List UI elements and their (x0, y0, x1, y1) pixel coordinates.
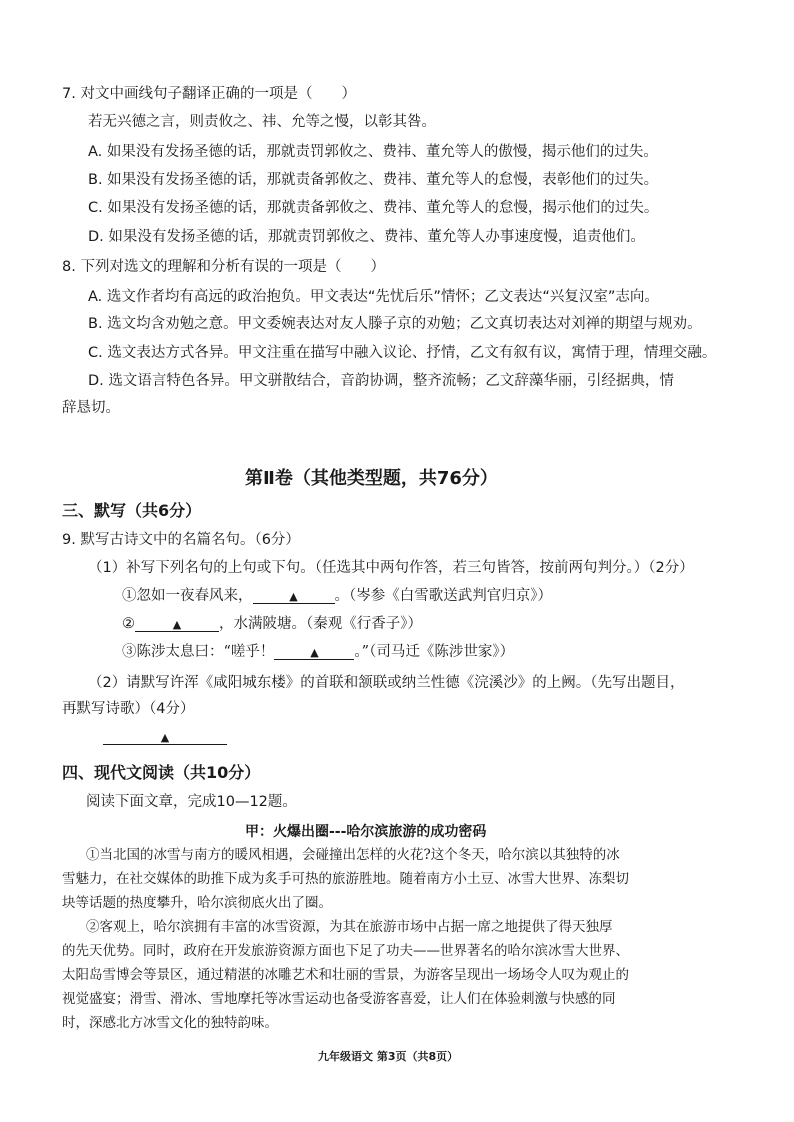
article-p1-line2: 雪魅力，在社交媒体的助推下成为炙手可热的旅游胜地。随着南方小土豆、冰雪大世界、冻梨切 (62, 871, 629, 887)
blank-marker-icon: ▲ (160, 731, 170, 744)
q7-quote: 若无兴德之言，则责攸之、祎、允等之慢，以彰其咎。 (88, 114, 436, 130)
q8-option-a: A. 选文作者均有高远的政治抱负。甲文表达“先忧后乐”情怀；乙文表达“兴复汉室”志向。 (88, 289, 659, 305)
section4-title: 四、现代文阅读（共10分） (62, 763, 261, 782)
q9-item3-answer-blank[interactable] (274, 645, 354, 660)
q7-option-b: B. 如果没有发扬圣德的话，那就责备郭攸之、费祎、董允等人的怠慢，表彰他们的过失。 (88, 172, 659, 188)
q9-item2-prefix: ② (122, 616, 135, 632)
q9-item1-suffix: 。（岑参《白雪歌送武判官归京》） (334, 588, 552, 604)
q7-option-d: D. 如果没有发扬圣德的话，那就责罚郭攸之、费祎、董允等人办事速度慢，追责他们。 (88, 229, 645, 245)
q8-option-b: B. 选文均含劝勉之意。甲文委婉表达对友人滕子京的劝勉；乙文真切表达对刘禅的期望与规劝。 (88, 316, 702, 332)
q8-stem: 8. 下列对选文的理解和分析有误的一项是（ ） (62, 259, 385, 275)
q8-option-c: C. 选文表达方式各异。甲文注重在描写中融入议论、抒情，乙文有叙有议，寓情于理，情理交融。 (88, 345, 717, 361)
q9-item1 (122, 586, 552, 606)
blank-marker-icon: ▲ (172, 618, 182, 631)
article-p2-line3: 太阳岛雪博会等景区，通过精湛的冰雕艺术和壮丽的雪景，为游客呈现出一场场令人叹为观止的 (62, 967, 629, 983)
q9-stem: 9. 默写古诗文中的名篇名句。（6分） (62, 532, 300, 548)
article-p1-line1: ①当北国的冰雪与南方的暖风相遇，会碰撞出怎样的火花?这个冬天，哈尔滨以其独特的冰 (86, 847, 620, 863)
q8-option-d-continued: 辞恳切。 (62, 400, 120, 416)
article-p2-line1: ②客观上，哈尔滨拥有丰富的冰雪资源，为其在旅游市场中占据一席之地提供了得天独厚 (86, 919, 613, 935)
blank-marker-icon: ▲ (310, 646, 319, 659)
q7-option-c: C. 如果没有发扬圣德的话，那就责备郭攸之、费祎、董允等人的怠慢，揭示他们的过失。 (88, 200, 659, 216)
q9-item3 (122, 642, 514, 662)
q7-option-a: A. 如果没有发扬圣德的话，那就责罚郭攸之、费祎、董允等人的傲慢，揭示他们的过失。 (88, 144, 658, 160)
part2-title: 第Ⅱ卷（其他类型题，共76分） (245, 468, 498, 489)
article-p1-line3: 块等话题的热度攀升，哈尔滨彻底火出了圈。 (62, 895, 332, 911)
article-p2-line4: 视觉盛宴；滑雪、滑冰、雪地摩托等冰雪运动也备受游客喜爱，让人们在体验刺激与快感的同 (62, 991, 616, 1007)
article-p2-line5: 时，深感北方冰雪文化的独特韵味。 (62, 1015, 278, 1031)
q9-item1-answer-blank[interactable] (253, 589, 335, 604)
blank-marker-icon: ▲ (289, 590, 298, 603)
q9-sub2-answer (103, 727, 227, 747)
q9-item2-answer-blank[interactable] (135, 617, 219, 632)
page-footer: 九年级语文 第3页（共8页） (318, 1050, 459, 1063)
q9-sub1: （1）补写下列名句的上句或下句。（任选其中两句作答，若三句皆答，按前两句判分。）（2分） (88, 560, 694, 576)
q9-item2-suffix: ，水满陂塘。（秦观《行香子》） (219, 616, 422, 632)
q9-sub2-answer-blank[interactable] (103, 730, 227, 745)
q9-item3-prefix: ③陈涉太息曰：“嗟乎！ (122, 644, 275, 660)
reading-instruction: 阅读下面文章，完成10—12题。 (86, 794, 297, 810)
section3-title: 三、默写（共6分） (62, 501, 202, 520)
q7-stem: 7. 对文中画线句子翻译正确的一项是（ ） (62, 86, 356, 102)
article-title: 甲：火爆出圈---哈尔滨旅游的成功密码 (245, 824, 487, 840)
q9-item2 (122, 614, 422, 634)
q9-sub2-line1: （2）请默写许浑《咸阳城东楼》的首联和颔联或纳兰性德《浣溪沙》的上阙。（先写出题目， (88, 675, 685, 691)
q9-sub2-line2: 再默写诗歌）（4分） (62, 701, 195, 717)
q9-item3-suffix: 。”（司马迁《陈涉世家》） (354, 644, 515, 660)
q9-item1-prefix: ①忽如一夜春风来， (122, 588, 253, 604)
q8-option-d: D. 选文语言特色各异。甲文骈散结合，音韵协调，整齐流畅；乙文辞藻华丽，引经据典，情 (88, 373, 674, 389)
article-p2-line2: 的先天优势。同时，政府在开发旅游资源方面也下足了功夫——世界著名的哈尔滨冰雪大世界、 (62, 943, 629, 959)
